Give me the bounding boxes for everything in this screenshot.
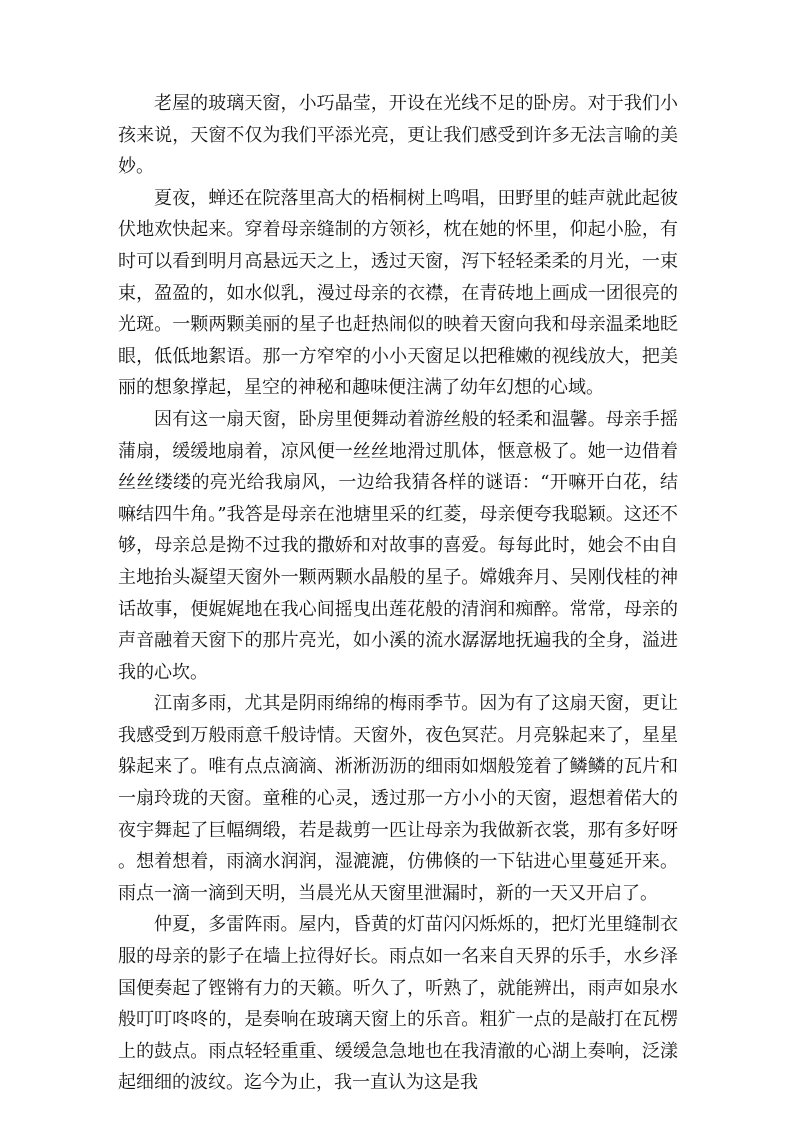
- paragraph-5: 仲夏，多雷阵雨。屋内，昏黄的灯苗闪闪烁烁的，把灯光里缝制衣服的母亲的影子在墙上拉得好长。雨点如一名来自天界的乐手，水乡泽国便奏起了铿锵有力的天籁。听久了，听熟了，就能辨出，雨声如泉水般叮叮咚咚的，是奏响在玻璃天窗上的乐音。粗犷一点的是敲打在瓦楞上的鼓点。雨点轻轻重重、缓缓急急地也在我清澈的心湖上奏响，泛漾起细细的波纹。迄今为止，我一直认为这是我: [118, 914, 678, 1094]
- paragraph-1: 老屋的玻璃天窗，小巧晶莹，开设在光线不足的卧房。对于我们小孩来说，天窗不仅为我们平添光亮，更让我们感受到许多无法言喻的美妙。: [118, 93, 678, 178]
- paragraph-4: 江南多雨，尤其是阴雨绵绵的梅雨季节。因为有了这扇天窗，更让我感受到万般雨意千般诗情。天窗外，夜色冥茫。月亮躲起来了，星星躲起来了。唯有点点滴滴、淅淅沥沥的细雨如烟般笼着了鳞鳞的瓦片和一扇玲珑的天窗。童稚的心灵，透过那一方小小的天窗，遐想着偌大的夜宇舞起了巨幅绸缎，若是裁剪一匹让母亲为我做新衣裳，那有多好呀。想着想着，雨滴水润润，湿漉漉，仿佛倏的一下钻进心里蔓延开来。雨点一滴一滴到天明，当晨光从天窗里泄漏时，新的一天又开启了。: [118, 693, 678, 904]
- essay-body: [118, 88, 678, 1099]
- paragraph-2: 夏夜，蝉还在院落里高大的梧桐树上鸣唱，田野里的蛙声就此起彼伏地欢快起来。穿着母亲缝制的方领衫，枕在她的怀里，仰起小脸，有时可以看到明月高悬远天之上，透过天窗，泻下轻轻柔柔的月光，一束束，盈盈的，如水似乳，漫过母亲的衣襟，在青砖地上画成一团很亮的光斑。一颗两颗美丽的星子也赶热闹似的映着天窗向我和母亲温柔地眨眼，低低地絮语。那一方窄窄的小小天窗足以把稚嫩的视线放大，把美丽的想象撑起，星空的神秘和趣味便注满了幼年幻想的心域。: [118, 187, 678, 399]
- paragraph-3: 因有这一扇天窗，卧房里便舞动着游丝般的轻柔和温馨。母亲手摇蒲扇，缓缓地扇着，凉风便一丝丝地滑过肌体，惬意极了。她一边借着丝丝缕缕的亮光给我扇风，一边给我猜各样的谜语：“开嘛开白花，结嘛结四牛角。”我答是母亲在池塘里采的红菱，母亲便夸我聪颖。这还不够，母亲总是拗不过我的撒娇和对故事的喜爱。每每此时，她会不由自主地抬头凝望天窗外一颗两颗水晶般的星子。嫦娥奔月、吴刚伐桂的神话故事，便娓娓地在我心间摇曳出莲花般的清润和痴醉。常常，母亲的声音融着天窗下的那片亮光，如小溪的流水潺潺地抚遍我的全身，溢进我的心坎。: [118, 408, 678, 683]
